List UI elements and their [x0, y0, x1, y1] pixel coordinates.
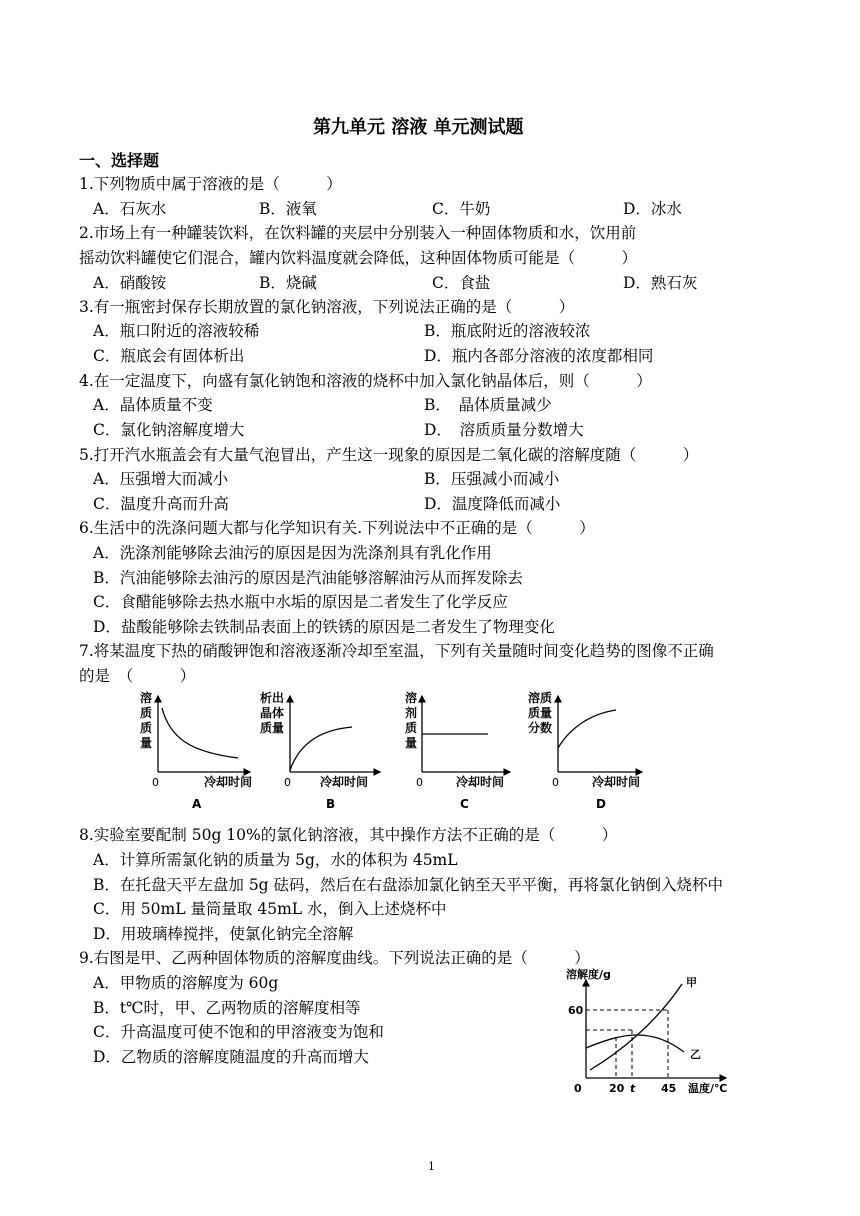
section-heading: 一、选择题 — [79, 151, 160, 170]
graph-a-ylabel-4: 量 — [140, 736, 153, 750]
graph-b — [260, 690, 380, 811]
solubility-curve-graph — [560, 964, 750, 1098]
graph-a-origin: 0 — [152, 776, 159, 789]
tick-20: 20 — [609, 1082, 625, 1095]
graph-b-curve — [290, 727, 352, 770]
graph-d-ylabel-1: 溶质 — [528, 691, 553, 705]
graph-a-letter: A — [192, 797, 202, 811]
graph-d-ylabel-2: 质量 — [528, 706, 553, 720]
graph-b-origin: 0 — [284, 776, 291, 789]
question-6-stem: 6.生活中的洗涤问题大都与化学知识有关.下列说法中不正确的是（ ） — [79, 519, 595, 537]
question-9-stem: 9.右图是甲、乙两种固体物质的溶解度曲线。下列说法正确的是（ ） — [79, 949, 590, 967]
graph-d-origin: 0 — [552, 776, 559, 789]
question-4-option-b: B． 晶体质量减少 — [424, 396, 552, 414]
question-9-option-b: B．t℃时，甲、乙两物质的溶解度相等 — [93, 999, 361, 1017]
question-5-option-b: B．压强减小而减小 — [424, 470, 560, 488]
question-6-option-b: B．汽油能够除去油污的原因是汽油能够溶解油污从而挥发除去 — [93, 569, 523, 587]
question-8-option-c: C．用 50mL 量筒量取 45mL 水，倒入上述烧杯中 — [93, 900, 447, 918]
question-5-stem: 5.打开汽水瓶盖会有大量气泡冒出，产生这一现象的原因是二氧化碳的溶解度随（ ） — [79, 446, 699, 464]
question-2-option-a: A．硝酸铵 — [93, 274, 167, 292]
tick-45: 45 — [661, 1082, 677, 1095]
question-9-option-a: A．甲物质的溶解度为 60g — [93, 974, 279, 992]
question-1-option-b: B．液氧 — [259, 200, 317, 218]
graph-a-ylabel-2: 质 — [140, 706, 153, 720]
question-1-stem: 1.下列物质中属于溶液的是（ ） — [79, 175, 342, 193]
question-8-stem: 8.实验室要配制 50g 10%的氯化钠溶液，其中操作方法不正确的是（ ） — [79, 826, 618, 844]
question-2-stem-line2: 摇动饮料罐使它们混合，罐内饮料温度就会降低，这种固体物质可能是（ ） — [79, 249, 638, 267]
question-9-option-c: C．升高温度可使不饱和的甲溶液变为饱和 — [93, 1023, 384, 1041]
question-7-graphs — [130, 688, 650, 818]
series-yi-label: 乙 — [690, 1048, 701, 1061]
question-4-option-c: C．氯化钠溶解度增大 — [93, 421, 245, 439]
graph-c-ylabel-4: 量 — [405, 736, 418, 750]
graph-d-curve — [558, 710, 616, 748]
graph-a — [140, 690, 252, 811]
question-4-stem: 4.在一定温度下，向盛有氯化钠饱和溶液的烧杯中加入氯化钠晶体后，则（ ） — [79, 372, 652, 390]
question-3-option-b: B．瓶底附近的溶液较浓 — [424, 322, 591, 340]
graph-c-ylabel-1: 溶 — [405, 691, 418, 705]
tick-t: t — [630, 1082, 636, 1095]
question-5-option-a: A．压强增大而减小 — [93, 470, 229, 488]
question-2-option-b: B．烧碱 — [259, 274, 317, 292]
page-title: 第九单元 溶液 单元测试题 — [313, 117, 524, 138]
question-6-option-d: D．盐酸能够除去铁制品表面上的铁锈的原因是二者发生了物理变化 — [93, 618, 555, 636]
graph-d-ylabel-3: 分数 — [528, 721, 553, 735]
question-3-option-a: A．瓶口附近的溶液较稀 — [93, 322, 260, 340]
graph-a-ylabel-3: 质 — [140, 721, 153, 735]
graph-a-curve — [162, 708, 238, 758]
question-6-option-c: C．食醋能够除去热水瓶中水垢的原因是二者发生了化学反应 — [93, 593, 508, 611]
question-7-stem-line2: 的是 （ ） — [79, 667, 196, 685]
page-number: 1 — [428, 1160, 435, 1173]
question-4-option-a: A．晶体质量不变 — [93, 396, 213, 414]
question-9-option-d: D．乙物质的溶解度随温度的升高而增大 — [93, 1048, 369, 1066]
question-1-option-a: A．石灰水 — [93, 200, 167, 218]
graph-b-letter: B — [326, 797, 336, 811]
question-5-option-c: C．温度升高而升高 — [93, 495, 229, 513]
question-1-option-d: D．冰水 — [623, 200, 682, 218]
graph-d-letter: D — [596, 797, 606, 811]
question-4-option-d: D． 溶质质量分数增大 — [424, 421, 584, 439]
question-7-stem-line1: 7.将某温度下热的硝酸钾饱和溶液逐渐冷却至室温，下列有关量随时间变化趋势的图像不正确 — [79, 642, 714, 660]
question-5-option-d: D．温度降低而减小 — [424, 495, 561, 513]
graph-c-origin: 0 — [416, 776, 423, 789]
question-3-stem: 3.有一瓶密封保存长期放置的氯化钠溶液，下列说法正确的是（ ） — [79, 298, 575, 316]
question-2-stem-line1: 2.市场上有一种罐装饮料，在饮料罐的夹层中分别装入一种固体物质和水，饮用前 — [79, 224, 637, 242]
graph-d-xlabel: 冷却时间 — [592, 775, 641, 789]
question-8-option-b: B．在托盘天平左盘加 5g 砝码，然后在右盘添加氯化钠至天平平衡，再将氯化钠倒入烧杯中 — [93, 876, 724, 894]
graph-c-xlabel: 冷却时间 — [456, 775, 505, 789]
graph-a-ylabel-1: 溶 — [140, 691, 153, 705]
tick-60: 60 — [568, 1004, 584, 1017]
graph-d — [528, 690, 642, 811]
question-1-option-c: C．牛奶 — [432, 200, 491, 218]
graph-b-ylabel-3: 质量 — [260, 721, 285, 735]
graph-c-letter: C — [460, 797, 469, 811]
graph-b-ylabel-2: 晶体 — [260, 706, 285, 720]
question-2-option-d: D．熟石灰 — [623, 274, 698, 292]
graph-b-ylabel-1: 析出 — [260, 691, 285, 705]
question-8-option-d: D．用玻璃棒搅拌，使氯化钠完全溶解 — [93, 925, 354, 943]
question-8-option-a: A．计算所需氯化钠的质量为 5g，水的体积为 45mL — [93, 851, 458, 869]
graph-c-ylabel-2: 剂 — [405, 706, 418, 720]
series-jia-label: 甲 — [686, 976, 697, 989]
graph-b-xlabel: 冷却时间 — [320, 775, 369, 789]
graph-c — [405, 690, 510, 811]
question-3-option-d: D．瓶内各部分溶液的浓度都相同 — [424, 347, 654, 365]
tick-origin: 0 — [574, 1082, 582, 1095]
question-3-option-c: C．瓶底会有固体析出 — [93, 347, 245, 365]
solubility-ylabel: 溶解度/g — [566, 968, 611, 981]
graph-a-xlabel: 冷却时间 — [204, 775, 253, 789]
graph-c-ylabel-3: 质 — [405, 721, 418, 735]
question-2-option-c: C．食盐 — [432, 274, 491, 292]
question-6-option-a: A．洗涤剂能够除去油污的原因是因为洗涤剂具有乳化作用 — [93, 544, 492, 562]
solubility-xlabel: 温度/℃ — [688, 1082, 728, 1095]
